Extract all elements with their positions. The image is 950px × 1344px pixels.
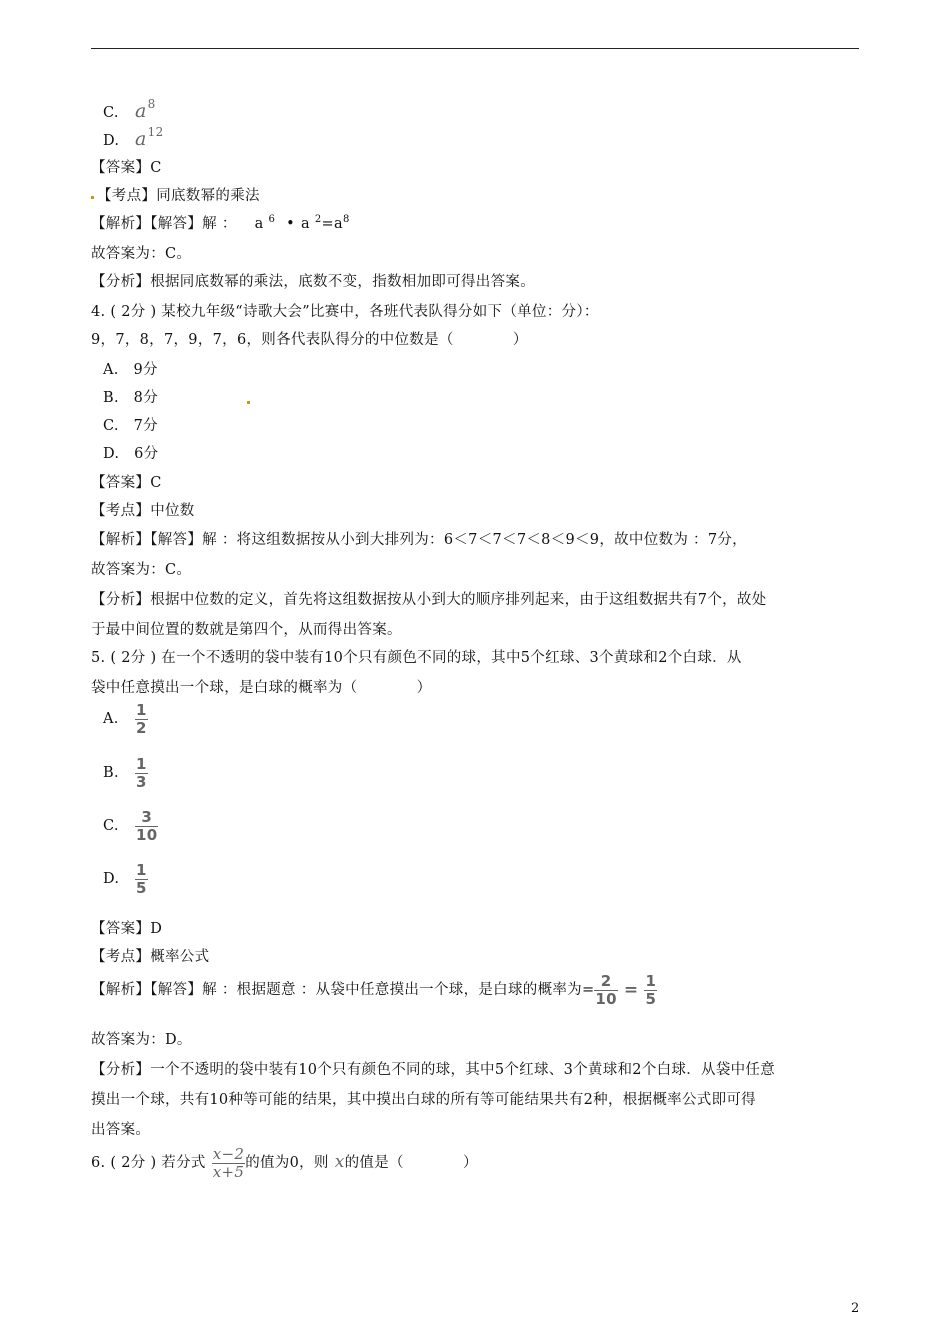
q5-answer: 【答案】D [91, 921, 163, 937]
q4-option-d: D. 6分 [103, 446, 159, 462]
fraction: $\frac{x-2}{x+5}$ [212, 1144, 245, 1181]
q5-option-a: A. $\frac{1}{2}$ [103, 700, 147, 737]
q4-option-c: C. 7分 [103, 418, 158, 434]
fraction: $\frac{1}{2}$ [136, 700, 147, 737]
q5-option-c: C. $\frac{3}{10}$ [103, 807, 158, 844]
decorative-dot [247, 401, 250, 404]
q3-point: 【考点】同底数幂的乘法 [97, 188, 260, 204]
q4-conclusion: 故答案为：C。 [91, 562, 192, 578]
q3-comment: 【分析】根据同底数幂的乘法，底数不变，指数相加即可得出答案。 [91, 274, 535, 290]
q4-stem-line1: 4. ( 2分 ) 某校九年级“诗歌大会”比赛中，各班代表队得分如下（单位：分）： [91, 304, 599, 320]
fraction: $\frac{1}{5}$ [136, 860, 147, 897]
q5-comment-line2: 摸出一个球，共有10种等可能的结果，其中摸出白球的所有等可能结果共有2种，根据概率公式即可得 [91, 1092, 756, 1108]
q4-answer: 【答案】C [91, 475, 162, 491]
q4-option-b: B. 8分 [103, 390, 158, 406]
q5-stem-line2: 袋中任意摸出一个球，是白球的概率为（ ） [91, 680, 432, 696]
q5-comment-line3: 出答案。 [91, 1122, 151, 1138]
q5-point: 【考点】概率公式 [91, 949, 210, 965]
q6-stem: 6. ( 2分 ) 若分式 $\frac{x-2}{x+5}$ 的值为0，则 x的值是（ ） [91, 1144, 478, 1181]
q4-option-a: A. 9分 [103, 362, 158, 378]
q4-comment-line1: 【分析】根据中位数的定义，首先将这组数据按从小到大的顺序排列起来，由于这组数据共有7个，故处 [91, 592, 767, 608]
q3-analysis: 【解析】【解答】解 ： a $^6$ • a $^2=a^8$ [91, 214, 350, 232]
q4-stem-line2: 9，7，8，7，9，7，6，则各代表队得分的中位数是（ ） [91, 332, 528, 348]
fraction: $\frac{3}{10}$ [136, 807, 158, 844]
q5-option-d: D. $\frac{1}{5}$ [103, 860, 147, 897]
q5-comment-line1: 【分析】一个不透明的袋中装有10个只有颜色不同的球，其中5个红球、3个黄球和2个白球．从袋中任意 [91, 1062, 776, 1078]
q3-option-c: C. $a^8$ [103, 97, 156, 122]
fraction: $\frac{1}{5}$ [645, 971, 657, 1008]
q5-analysis: 【解析】【解答】解 ：根据题意 ：从袋中任意摸出一个球，是白球的概率为= $\frac{2}{10}$ = $\frac{1}{5}$ [91, 971, 657, 1008]
q3-answer: 【答案】C [91, 160, 162, 176]
q5-option-b: B. $\frac{1}{3}$ [103, 754, 147, 791]
q4-point: 【考点】中位数 [91, 503, 195, 519]
decorative-dot [91, 196, 94, 199]
fraction: $\frac{2}{10}$ [595, 971, 617, 1008]
q5-stem-line1: 5. ( 2分 ) 在一个不透明的袋中装有10个只有颜色不同的球，其中5个红球、3个黄球和2个白球．从 [91, 650, 742, 666]
q3-conclusion: 故答案为：C。 [91, 246, 192, 262]
q5-conclusion: 故答案为：D。 [91, 1032, 192, 1048]
page-number: 2 [851, 1301, 860, 1316]
header-rule [91, 48, 859, 49]
q4-comment-line2: 于最中间位置的数就是第四个，从而得出答案。 [91, 622, 402, 638]
q4-analysis: 【解析】【解答】解 ：将这组数据按从小到大排列为：6＜7＜7＜7＜8＜9＜9，故中位数为 ：7分， [91, 532, 747, 548]
fraction: $\frac{1}{3}$ [136, 754, 147, 791]
q3-option-d: D. $a^{12}$ [103, 125, 164, 150]
